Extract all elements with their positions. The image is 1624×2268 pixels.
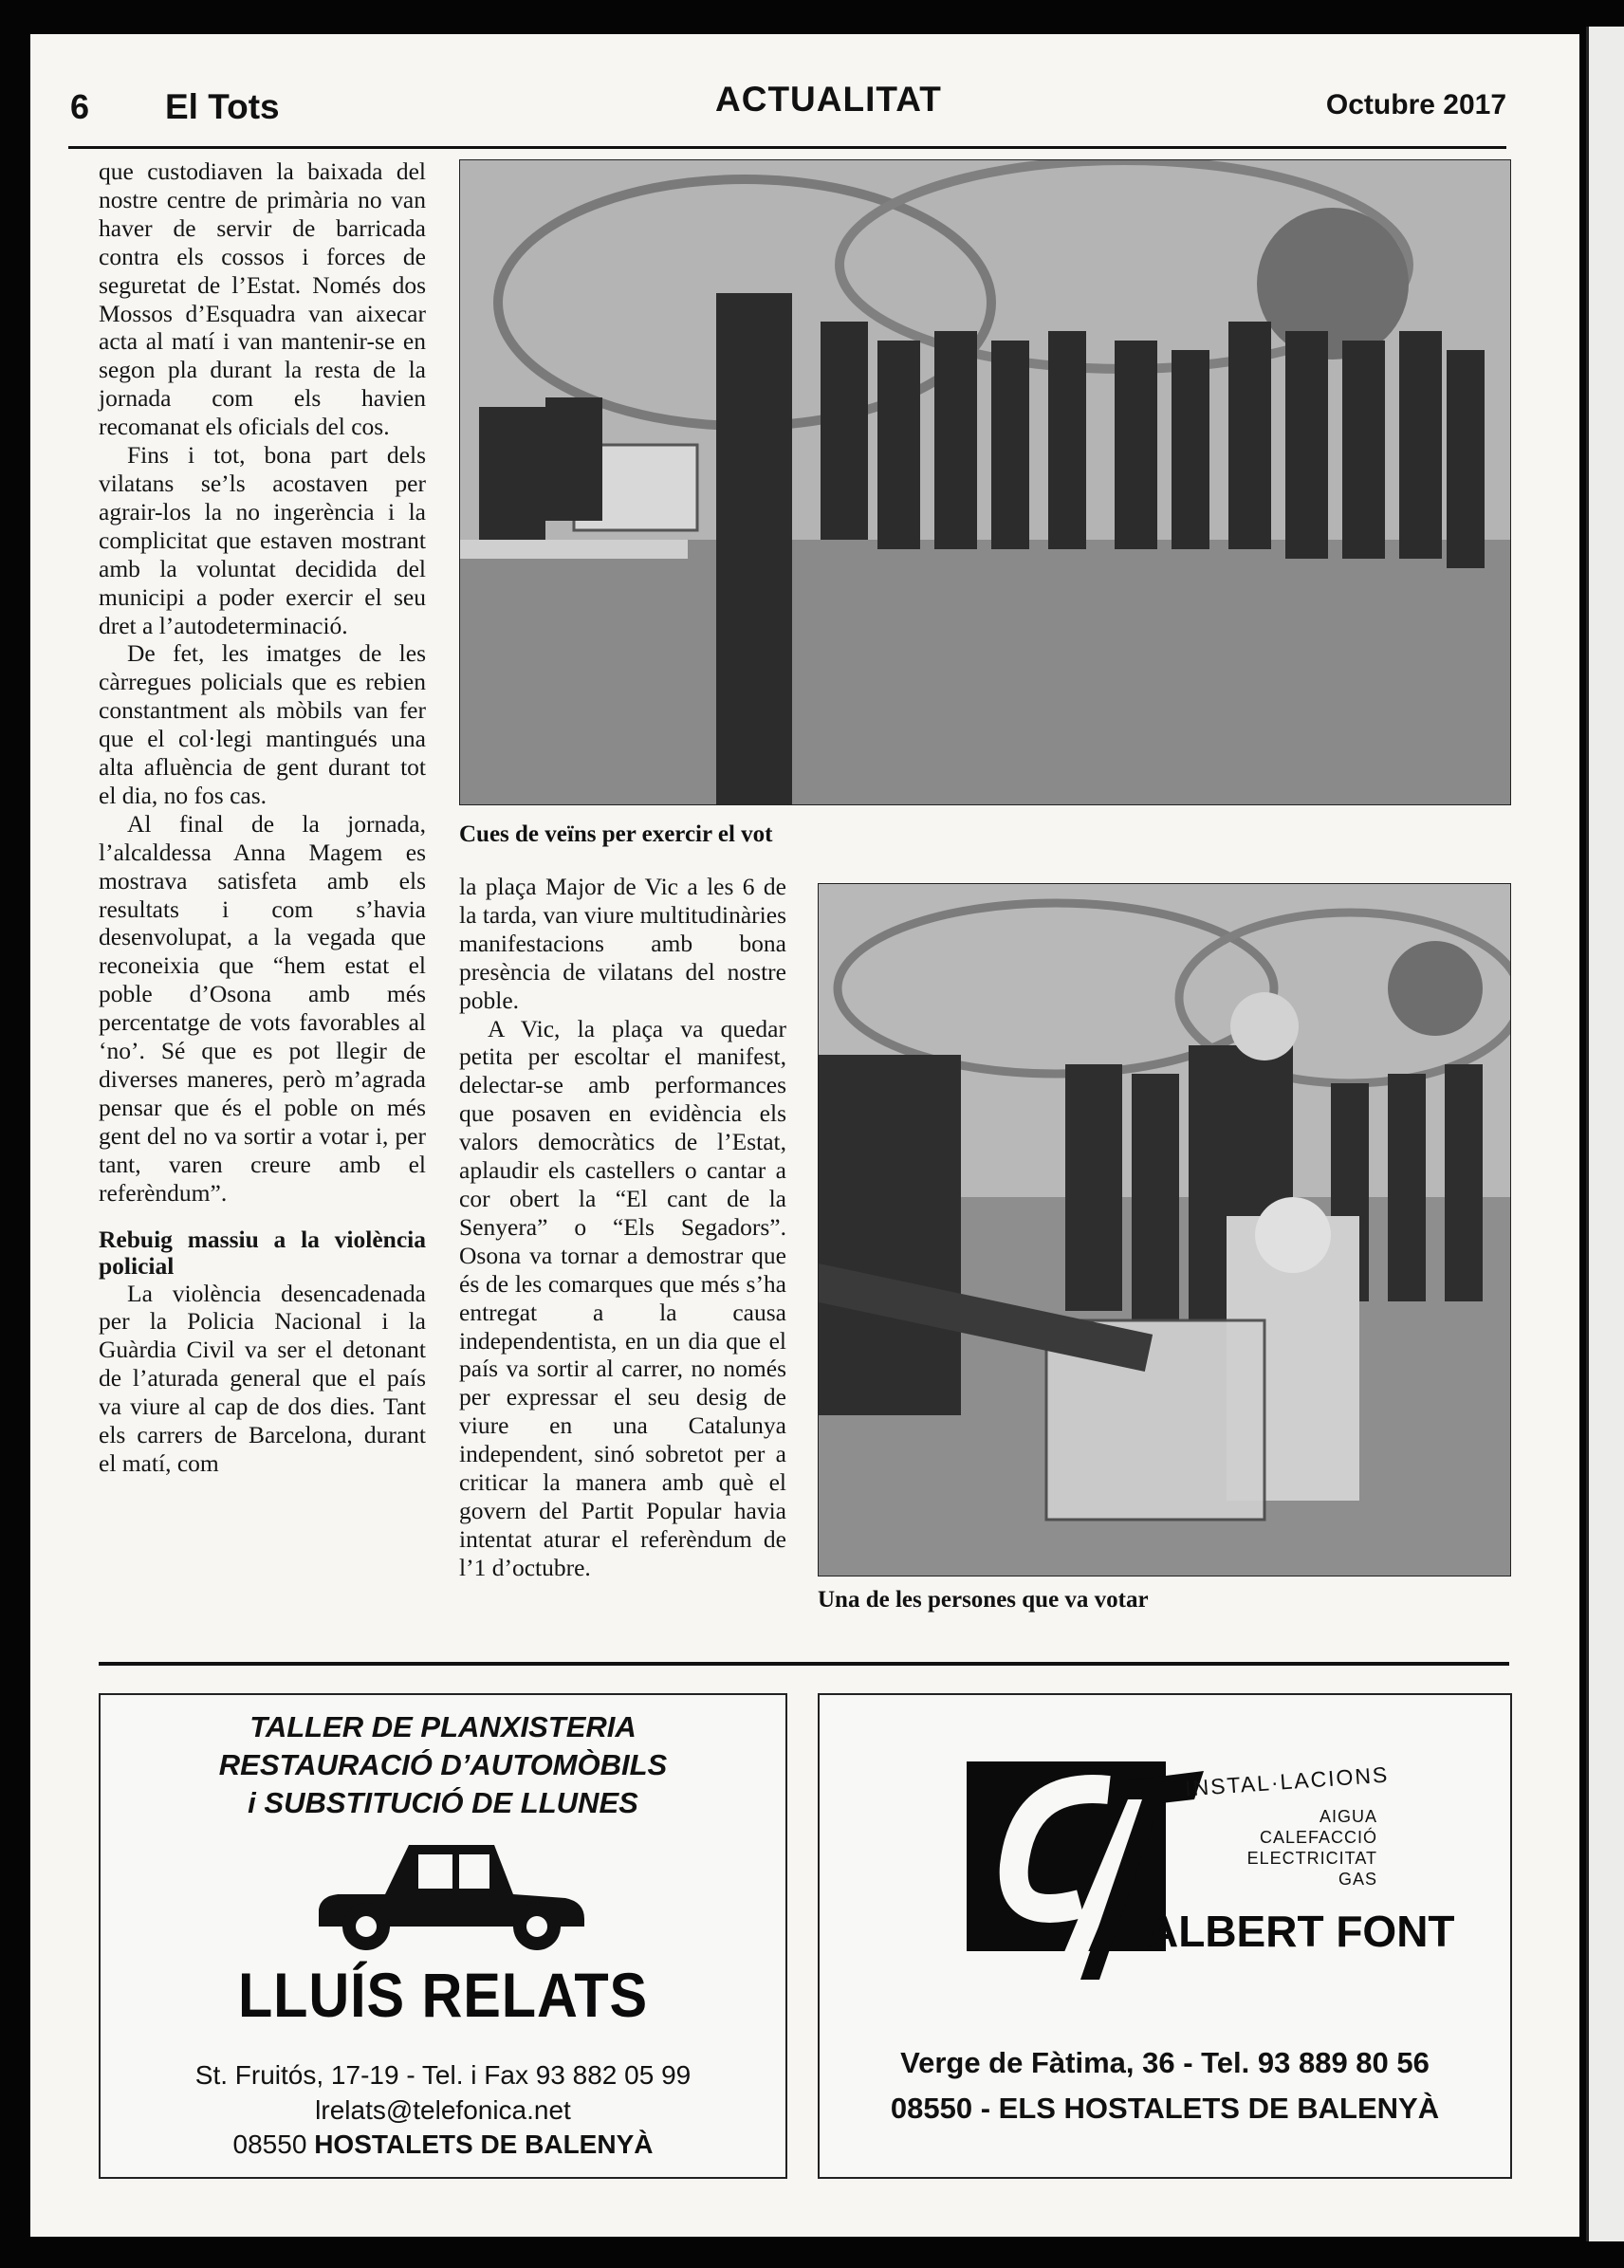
voter-image (819, 884, 1510, 1576)
issue-date: Octubre 2017 (1325, 89, 1506, 120)
advertising-divider (99, 1662, 1509, 1666)
ad-town: 08550 - ELS HOSTALETS DE BALENYÀ (890, 2092, 1440, 2125)
article-paragraph: Al final de la jornada, l’alcaldessa Anna Magem es mostrava satisfeta amb els resultats i com s’havia desenvolupat, a la vegada que reconeixia que “hem estat el poble d’Osona amb més percentatge de vots favorables al ‘no’. Sé que es pot llegir de diverses maneres, però m’agrada pensar que és el poble on més gent del no va sortir a votar i, per tant, varen creure amb el referèndum”. (99, 809, 426, 1207)
ad-brand-name: ALBERT FONT (1147, 1907, 1455, 1956)
ad-service-line: i SUBSTITUCIÓ DE LLUNES (248, 1786, 638, 1819)
ad-albert-font (818, 1693, 1512, 2179)
vintage-car-icon (300, 1828, 603, 1951)
ad-tagline: INSTAL·LACIONS (1184, 1761, 1391, 1801)
article-paragraph: que custodiaven la baixada del nostre centre de primària no van haver de servir de barricada contra els cossos i forces de seguretat de l’Estat. Només dos Mossos d’Esquadra van aixecar acta al matí i van mantenir-se en segon pla durant la resta de la jornada com els havien recomanat els oficials del cos. (99, 157, 426, 441)
page-number: 6 (70, 87, 90, 126)
next-page-edge (1586, 27, 1624, 2241)
article-paragraph: Fins i tot, bona part dels vilatans se’ls acostaven per agrair-los la no ingerència i la complicitat que estaven mostrant amb la voluntat decidida del municipi a poder exercir el seu dret a l’autodeterminació. (99, 441, 426, 639)
article-paragraph: De fet, les imatges de les càrregues policials que es rebien constantment als mòbils van fer que el col·legi mantingués una alta afluència de gent durant tot el dia, no fos cas. (99, 639, 426, 809)
ad-lluis-relats (99, 1693, 787, 2179)
ad-email: lrelats@telefonica.net (315, 2095, 571, 2125)
ad-service: CALEFACCIÓ (1259, 1828, 1377, 1847)
ad-service-line: TALLER DE PLANXISTERIA (249, 1710, 637, 1743)
article-column-1 (99, 157, 426, 1478)
photo-caption-top: Cues de veïns per exercir el vot (459, 821, 773, 847)
ad-location (101, 2130, 785, 2160)
article-paragraph: la plaça Major de Vic a les 6 de la tarda, van viure multitudinàries manifestacions amb bona presència de vilatans del nostre poble. (459, 873, 786, 1014)
voting-queue-image (460, 160, 1510, 804)
ad-service-line: RESTAURACIÓ D’AUTOMÒBILS (218, 1748, 668, 1781)
photo-voting-queue (459, 159, 1511, 805)
article-paragraph: A Vic, la plaça va quedar petita per escoltar el manifest, delectar-se amb performances que posaven en evidència els valors democràtics de l’Estat, aplaudir els castellers o cantar a cor obert la “El cant de la Senyera” o “Els Segadors”. Osona va tornar a demostrar que és de les comarques que més s’ha entregat a la causa independentista, en un dia que el país va sortir al carrer, no només per expressar el seu desig de viure en una Catalunya independent, sinó sobretot per a criticar la manera amb què el govern del Partit Popular havia intentat aturar el referèndum de l’1 d’octubre. (459, 1014, 786, 1581)
ad-service: AIGUA (1319, 1807, 1377, 1826)
page-header (68, 59, 1506, 149)
ad-postcode: 08550 (232, 2130, 307, 2159)
ad-address: Verge de Fàtima, 36 - Tel. 93 889 80 56 (900, 2046, 1430, 2079)
ad-service: GAS (1338, 1870, 1377, 1889)
photo-caption-bottom: Una de les persones que va votar (818, 1587, 1149, 1613)
article-column-2 (459, 873, 786, 1582)
photo-voter (818, 883, 1511, 1577)
article-subheading: Rebuig massiu a la violència policial (99, 1225, 426, 1280)
section-title: ACTUALITAT (715, 80, 942, 119)
publication-name: El Tots (165, 87, 280, 126)
article-paragraph: La violència desencadenada per la Policia Nacional i la Guàrdia Civil va ser el detonant de l’aturada general que el país va viure al cap de dos dies. Tant els carrers de Barcelona, durant el matí, com (99, 1279, 426, 1477)
ad-brand-name: LLUÍS RELATS (237, 1960, 649, 2030)
ad-town: HOSTALETS DE BALENYÀ (314, 2130, 654, 2159)
ad-address: St. Fruitós, 17-19 - Tel. i Fax 93 882 05 99 (194, 2060, 692, 2090)
ad-service: ELECTRICITAT (1246, 1849, 1377, 1868)
